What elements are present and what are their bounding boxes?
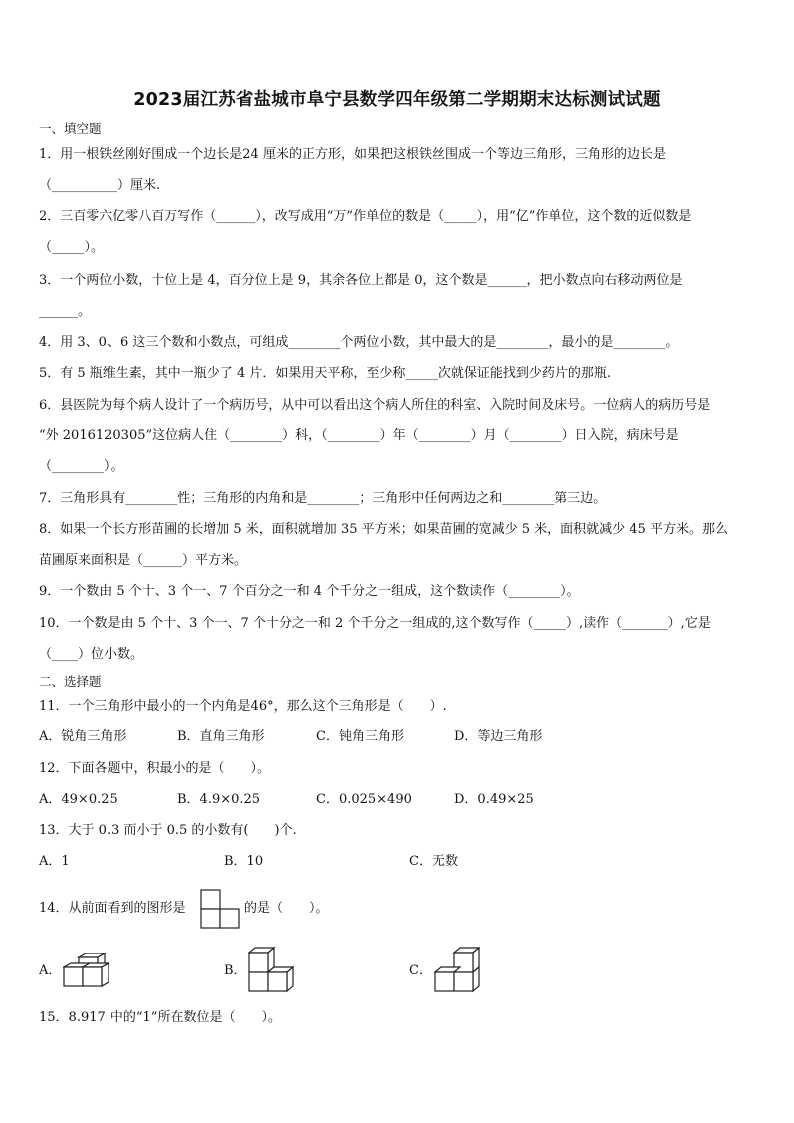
q14-option-c-label: C．: [409, 963, 432, 978]
q14-option-b-cubes-figure: [248, 947, 294, 993]
q11-option-b: B．直角三角形: [177, 729, 265, 744]
question-6-line-2: “外 2016120305”这位病人住（________）科，（________）年（________）月（________）日入院，病床号是: [39, 428, 679, 443]
page-title: 2023届江苏省盐城市阜宁县数学四年级第二学期期末达标测试试题: [133, 90, 661, 110]
question-10-line-1: 10．一个数是由 5 个十、3 个一、7 个十分之一和 2 个千分之一组成的,这个数写作（_____）,读作（_______）,它是: [39, 616, 711, 631]
question-5: 5．有 5 瓶维生素，其中一瓶少了 4 片．如果用天平称，至少称_____次就保证能找到少药片的那瓶.: [39, 366, 611, 381]
q13-option-a: A．1: [39, 854, 70, 869]
q14-option-b-label: B．: [224, 963, 247, 978]
q13-option-c: C．无数: [409, 854, 458, 869]
question-8-line-1: 8．如果一个长方形苗圃的长增加 5 米，面积就增加 35 平方米；如果苗圃的宽减少 5 米，面积就减少 45 平方米。那么: [39, 522, 728, 537]
question-15: 15．8.917 中的“1”所在数位是（ ）。: [39, 1010, 281, 1025]
question-2-line-2: （_____）。: [39, 240, 105, 255]
question-1-line-1: 1．用一根铁丝刚好围成一个边长是24 厘米的正方形，如果把这根铁丝围成一个等边三角形，三角形的边长是: [39, 147, 666, 162]
question-11: 11．一个三角形中最小的一个内角是46°，那么这个三角形是（ ）.: [39, 699, 447, 714]
q11-option-d: D．等边三角形: [454, 729, 543, 744]
question-3-line-2: ______。: [39, 304, 92, 319]
q11-option-c: C．钝角三角形: [316, 729, 404, 744]
q11-option-a: A．锐角三角形: [39, 729, 127, 744]
q14-option-a-label: A．: [39, 963, 62, 978]
question-2-line-1: 2．三百零六亿零八百万写作（______），改写成用“万”作单位的数是（_____），用“亿”作单位，这个数的近似数是: [39, 209, 692, 224]
section-heading-multiple-choice: 二、选择题: [39, 674, 102, 689]
question-10-line-2: （____）位小数。: [39, 647, 144, 662]
question-12: 12．下面各题中，积最小的是（ ）。: [39, 761, 271, 776]
q12-option-a: A．49×0.25: [39, 792, 118, 807]
q14-option-a-cubes-figure: [63, 953, 109, 987]
q14-option-c-cubes-figure: [434, 947, 480, 993]
question-14-text-before: 14．从前面看到的图形是: [39, 901, 186, 916]
question-4: 4．用 3、0、6 这三个数和小数点，可组成________个两位小数，其中最大的是________，最小的是________。: [39, 335, 679, 350]
question-1-line-2: （__________）厘米.: [39, 178, 161, 193]
question-14-text-after: 的是（ ）。: [244, 901, 329, 916]
question-6-line-1: 6．县医院为每个病人设计了一个病历号，从中可以看出这个病人所住的科室、入院时间及床号。一位病人的病历号是: [39, 398, 711, 413]
q12-option-b: B．4.9×0.25: [177, 792, 261, 807]
section-heading-fill-blank: 一、填空题: [39, 121, 102, 136]
question-8-line-2: 苗圃原来面积是（______）平方米。: [39, 553, 248, 568]
question-9: 9．一个数由 5 个十、3 个一、7 个百分之一和 4 个千分之一组成，这个数读作（________）。: [39, 584, 580, 599]
q12-option-d: D．0.49×25: [454, 792, 534, 807]
q13-option-b: B．10: [224, 854, 264, 869]
question-6-line-3: （________）。: [39, 459, 124, 474]
question-3-line-1: 3．一个两位小数，十位上是 4，百分位上是 9，其余各位上都是 0，这个数是______，把小数点向右移动两位是: [39, 273, 683, 288]
q14-front-view-figure: [200, 889, 240, 929]
q12-option-c: C．0.025×490: [316, 792, 412, 807]
question-7: 7．三角形具有________性；三角形的内角和是________；三角形中任何两边之和________第三边。: [39, 491, 607, 506]
question-13: 13．大于 0.3 而小于 0.5 的小数有( )个.: [39, 823, 297, 838]
